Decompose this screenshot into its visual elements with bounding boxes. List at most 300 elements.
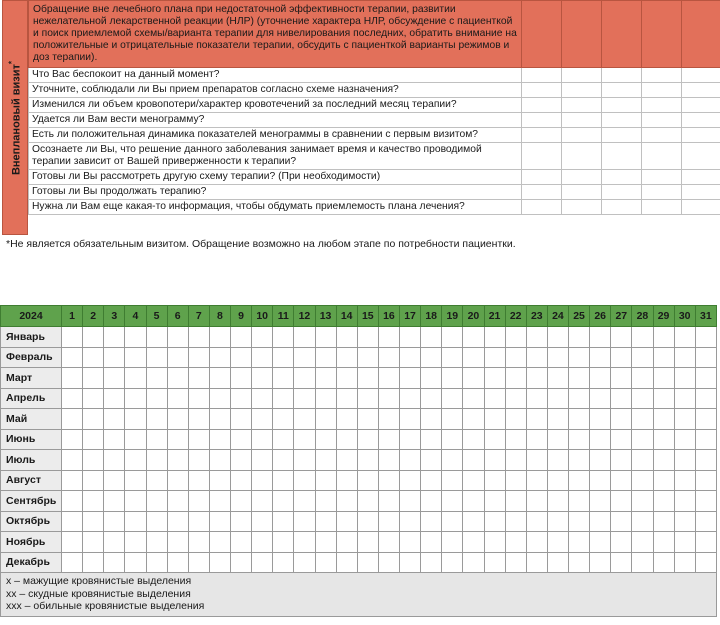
day-cell[interactable]	[484, 368, 505, 389]
answer-cell[interactable]	[602, 143, 642, 170]
day-cell[interactable]	[83, 470, 104, 491]
day-cell[interactable]	[146, 511, 167, 532]
day-cell[interactable]	[632, 470, 653, 491]
day-cell[interactable]	[632, 327, 653, 348]
day-cell[interactable]	[611, 409, 632, 430]
day-cell[interactable]	[125, 429, 146, 450]
day-cell[interactable]	[632, 450, 653, 471]
day-cell[interactable]	[547, 429, 568, 450]
day-cell[interactable]	[653, 491, 674, 512]
answer-cell[interactable]	[682, 1, 720, 68]
day-cell[interactable]	[231, 491, 252, 512]
day-cell[interactable]	[421, 511, 442, 532]
day-cell[interactable]	[442, 368, 463, 389]
day-cell[interactable]	[104, 552, 125, 573]
day-cell[interactable]	[378, 368, 399, 389]
day-cell[interactable]	[632, 491, 653, 512]
answer-cell[interactable]	[562, 1, 602, 68]
day-cell[interactable]	[357, 470, 378, 491]
day-cell[interactable]	[421, 327, 442, 348]
day-cell[interactable]	[357, 552, 378, 573]
day-cell[interactable]	[505, 409, 526, 430]
day-cell[interactable]	[463, 388, 484, 409]
day-cell[interactable]	[188, 327, 209, 348]
day-cell[interactable]	[590, 409, 611, 430]
answer-cell[interactable]	[642, 170, 682, 185]
day-cell[interactable]	[357, 347, 378, 368]
day-cell[interactable]	[526, 368, 547, 389]
day-cell[interactable]	[590, 491, 611, 512]
day-cell[interactable]	[62, 491, 83, 512]
day-cell[interactable]	[421, 450, 442, 471]
day-cell[interactable]	[146, 368, 167, 389]
day-cell[interactable]	[421, 347, 442, 368]
day-cell[interactable]	[526, 552, 547, 573]
day-cell[interactable]	[125, 388, 146, 409]
day-cell[interactable]	[569, 470, 590, 491]
day-cell[interactable]	[231, 511, 252, 532]
day-cell[interactable]	[484, 409, 505, 430]
day-cell[interactable]	[442, 327, 463, 348]
day-cell[interactable]	[231, 532, 252, 553]
day-cell[interactable]	[315, 368, 336, 389]
day-cell[interactable]	[357, 409, 378, 430]
day-cell[interactable]	[547, 347, 568, 368]
day-cell[interactable]	[569, 491, 590, 512]
day-cell[interactable]	[463, 470, 484, 491]
day-cell[interactable]	[252, 347, 273, 368]
day-cell[interactable]	[674, 511, 695, 532]
day-cell[interactable]	[653, 450, 674, 471]
day-cell[interactable]	[463, 450, 484, 471]
day-cell[interactable]	[653, 388, 674, 409]
day-cell[interactable]	[484, 429, 505, 450]
day-cell[interactable]	[526, 450, 547, 471]
day-cell[interactable]	[104, 470, 125, 491]
answer-cell[interactable]	[682, 83, 720, 98]
day-cell[interactable]	[188, 552, 209, 573]
day-cell[interactable]	[484, 532, 505, 553]
day-cell[interactable]	[167, 470, 188, 491]
day-cell[interactable]	[336, 347, 357, 368]
day-cell[interactable]	[231, 552, 252, 573]
day-cell[interactable]	[294, 470, 315, 491]
day-cell[interactable]	[62, 409, 83, 430]
day-cell[interactable]	[569, 552, 590, 573]
answer-cell[interactable]	[642, 68, 682, 83]
day-cell[interactable]	[505, 491, 526, 512]
day-cell[interactable]	[484, 491, 505, 512]
day-cell[interactable]	[611, 552, 632, 573]
answer-cell[interactable]	[522, 98, 562, 113]
day-cell[interactable]	[590, 429, 611, 450]
day-cell[interactable]	[336, 368, 357, 389]
day-cell[interactable]	[695, 388, 716, 409]
answer-cell[interactable]	[642, 128, 682, 143]
day-cell[interactable]	[104, 327, 125, 348]
day-cell[interactable]	[252, 552, 273, 573]
day-cell[interactable]	[252, 450, 273, 471]
day-cell[interactable]	[315, 429, 336, 450]
day-cell[interactable]	[526, 491, 547, 512]
day-cell[interactable]	[421, 470, 442, 491]
day-cell[interactable]	[167, 532, 188, 553]
day-cell[interactable]	[167, 409, 188, 430]
day-cell[interactable]	[104, 388, 125, 409]
answer-cell[interactable]	[562, 98, 602, 113]
day-cell[interactable]	[315, 347, 336, 368]
answer-cell[interactable]	[682, 113, 720, 128]
day-cell[interactable]	[209, 347, 230, 368]
day-cell[interactable]	[695, 327, 716, 348]
day-cell[interactable]	[674, 470, 695, 491]
day-cell[interactable]	[695, 347, 716, 368]
day-cell[interactable]	[125, 450, 146, 471]
day-cell[interactable]	[188, 511, 209, 532]
day-cell[interactable]	[188, 388, 209, 409]
day-cell[interactable]	[611, 327, 632, 348]
day-cell[interactable]	[442, 347, 463, 368]
day-cell[interactable]	[378, 409, 399, 430]
answer-cell[interactable]	[642, 143, 682, 170]
day-cell[interactable]	[273, 429, 294, 450]
day-cell[interactable]	[590, 532, 611, 553]
day-cell[interactable]	[188, 450, 209, 471]
day-cell[interactable]	[62, 552, 83, 573]
day-cell[interactable]	[674, 552, 695, 573]
day-cell[interactable]	[146, 470, 167, 491]
answer-cell[interactable]	[522, 128, 562, 143]
day-cell[interactable]	[611, 491, 632, 512]
day-cell[interactable]	[463, 429, 484, 450]
day-cell[interactable]	[653, 470, 674, 491]
day-cell[interactable]	[273, 450, 294, 471]
day-cell[interactable]	[695, 552, 716, 573]
day-cell[interactable]	[547, 552, 568, 573]
day-cell[interactable]	[695, 368, 716, 389]
day-cell[interactable]	[569, 347, 590, 368]
answer-cell[interactable]	[642, 98, 682, 113]
day-cell[interactable]	[357, 532, 378, 553]
day-cell[interactable]	[209, 532, 230, 553]
answer-cell[interactable]	[602, 68, 642, 83]
day-cell[interactable]	[590, 511, 611, 532]
answer-cell[interactable]	[682, 170, 720, 185]
answer-cell[interactable]	[602, 98, 642, 113]
answer-cell[interactable]	[642, 185, 682, 200]
day-cell[interactable]	[590, 552, 611, 573]
day-cell[interactable]	[357, 368, 378, 389]
day-cell[interactable]	[611, 511, 632, 532]
day-cell[interactable]	[62, 327, 83, 348]
day-cell[interactable]	[442, 429, 463, 450]
day-cell[interactable]	[505, 429, 526, 450]
day-cell[interactable]	[463, 552, 484, 573]
day-cell[interactable]	[400, 552, 421, 573]
day-cell[interactable]	[83, 388, 104, 409]
day-cell[interactable]	[336, 552, 357, 573]
day-cell[interactable]	[188, 409, 209, 430]
day-cell[interactable]	[421, 429, 442, 450]
day-cell[interactable]	[125, 552, 146, 573]
day-cell[interactable]	[209, 368, 230, 389]
answer-cell[interactable]	[682, 128, 720, 143]
day-cell[interactable]	[273, 511, 294, 532]
day-cell[interactable]	[378, 491, 399, 512]
answer-cell[interactable]	[602, 83, 642, 98]
answer-cell[interactable]	[522, 143, 562, 170]
day-cell[interactable]	[526, 409, 547, 430]
day-cell[interactable]	[336, 327, 357, 348]
day-cell[interactable]	[231, 327, 252, 348]
day-cell[interactable]	[632, 511, 653, 532]
day-cell[interactable]	[695, 429, 716, 450]
day-cell[interactable]	[569, 327, 590, 348]
day-cell[interactable]	[632, 429, 653, 450]
answer-cell[interactable]	[602, 185, 642, 200]
day-cell[interactable]	[674, 388, 695, 409]
day-cell[interactable]	[590, 450, 611, 471]
day-cell[interactable]	[357, 429, 378, 450]
day-cell[interactable]	[632, 368, 653, 389]
day-cell[interactable]	[357, 491, 378, 512]
day-cell[interactable]	[104, 368, 125, 389]
day-cell[interactable]	[273, 388, 294, 409]
day-cell[interactable]	[146, 552, 167, 573]
day-cell[interactable]	[611, 388, 632, 409]
day-cell[interactable]	[294, 511, 315, 532]
answer-cell[interactable]	[562, 170, 602, 185]
day-cell[interactable]	[400, 388, 421, 409]
day-cell[interactable]	[357, 327, 378, 348]
day-cell[interactable]	[209, 491, 230, 512]
day-cell[interactable]	[442, 532, 463, 553]
day-cell[interactable]	[125, 470, 146, 491]
day-cell[interactable]	[484, 347, 505, 368]
day-cell[interactable]	[83, 368, 104, 389]
day-cell[interactable]	[273, 532, 294, 553]
day-cell[interactable]	[336, 532, 357, 553]
day-cell[interactable]	[188, 429, 209, 450]
day-cell[interactable]	[526, 470, 547, 491]
day-cell[interactable]	[146, 388, 167, 409]
day-cell[interactable]	[294, 450, 315, 471]
day-cell[interactable]	[167, 552, 188, 573]
day-cell[interactable]	[505, 388, 526, 409]
day-cell[interactable]	[104, 532, 125, 553]
day-cell[interactable]	[547, 368, 568, 389]
day-cell[interactable]	[252, 409, 273, 430]
day-cell[interactable]	[104, 429, 125, 450]
day-cell[interactable]	[632, 409, 653, 430]
day-cell[interactable]	[315, 552, 336, 573]
day-cell[interactable]	[62, 532, 83, 553]
day-cell[interactable]	[505, 532, 526, 553]
day-cell[interactable]	[146, 327, 167, 348]
day-cell[interactable]	[209, 409, 230, 430]
day-cell[interactable]	[632, 388, 653, 409]
day-cell[interactable]	[653, 327, 674, 348]
day-cell[interactable]	[294, 552, 315, 573]
day-cell[interactable]	[653, 532, 674, 553]
day-cell[interactable]	[146, 429, 167, 450]
day-cell[interactable]	[547, 491, 568, 512]
day-cell[interactable]	[400, 327, 421, 348]
answer-cell[interactable]	[602, 128, 642, 143]
day-cell[interactable]	[167, 327, 188, 348]
day-cell[interactable]	[526, 327, 547, 348]
day-cell[interactable]	[252, 327, 273, 348]
day-cell[interactable]	[125, 347, 146, 368]
day-cell[interactable]	[252, 532, 273, 553]
day-cell[interactable]	[336, 450, 357, 471]
day-cell[interactable]	[632, 347, 653, 368]
answer-cell[interactable]	[562, 68, 602, 83]
day-cell[interactable]	[83, 327, 104, 348]
day-cell[interactable]	[83, 511, 104, 532]
day-cell[interactable]	[104, 491, 125, 512]
day-cell[interactable]	[336, 491, 357, 512]
day-cell[interactable]	[83, 347, 104, 368]
day-cell[interactable]	[611, 470, 632, 491]
day-cell[interactable]	[315, 450, 336, 471]
day-cell[interactable]	[378, 552, 399, 573]
day-cell[interactable]	[104, 347, 125, 368]
day-cell[interactable]	[273, 552, 294, 573]
day-cell[interactable]	[209, 450, 230, 471]
day-cell[interactable]	[484, 470, 505, 491]
day-cell[interactable]	[62, 470, 83, 491]
day-cell[interactable]	[400, 532, 421, 553]
day-cell[interactable]	[547, 409, 568, 430]
day-cell[interactable]	[484, 552, 505, 573]
day-cell[interactable]	[273, 347, 294, 368]
day-cell[interactable]	[167, 511, 188, 532]
day-cell[interactable]	[62, 368, 83, 389]
day-cell[interactable]	[526, 532, 547, 553]
day-cell[interactable]	[315, 491, 336, 512]
day-cell[interactable]	[442, 552, 463, 573]
day-cell[interactable]	[125, 511, 146, 532]
day-cell[interactable]	[294, 347, 315, 368]
day-cell[interactable]	[632, 552, 653, 573]
day-cell[interactable]	[357, 450, 378, 471]
day-cell[interactable]	[653, 511, 674, 532]
day-cell[interactable]	[231, 450, 252, 471]
day-cell[interactable]	[104, 450, 125, 471]
day-cell[interactable]	[547, 327, 568, 348]
day-cell[interactable]	[62, 347, 83, 368]
day-cell[interactable]	[442, 409, 463, 430]
answer-cell[interactable]	[682, 68, 720, 83]
answer-cell[interactable]	[522, 83, 562, 98]
day-cell[interactable]	[336, 470, 357, 491]
day-cell[interactable]	[146, 532, 167, 553]
day-cell[interactable]	[188, 470, 209, 491]
day-cell[interactable]	[674, 532, 695, 553]
day-cell[interactable]	[569, 450, 590, 471]
day-cell[interactable]	[209, 511, 230, 532]
day-cell[interactable]	[400, 429, 421, 450]
day-cell[interactable]	[125, 532, 146, 553]
day-cell[interactable]	[378, 327, 399, 348]
day-cell[interactable]	[442, 450, 463, 471]
answer-cell[interactable]	[562, 128, 602, 143]
day-cell[interactable]	[463, 511, 484, 532]
day-cell[interactable]	[400, 368, 421, 389]
day-cell[interactable]	[167, 450, 188, 471]
answer-cell[interactable]	[522, 170, 562, 185]
day-cell[interactable]	[611, 429, 632, 450]
day-cell[interactable]	[167, 429, 188, 450]
day-cell[interactable]	[674, 368, 695, 389]
day-cell[interactable]	[400, 409, 421, 430]
day-cell[interactable]	[421, 552, 442, 573]
day-cell[interactable]	[62, 388, 83, 409]
day-cell[interactable]	[378, 450, 399, 471]
day-cell[interactable]	[463, 532, 484, 553]
day-cell[interactable]	[83, 409, 104, 430]
day-cell[interactable]	[252, 470, 273, 491]
day-cell[interactable]	[294, 327, 315, 348]
answer-cell[interactable]	[642, 1, 682, 68]
day-cell[interactable]	[695, 450, 716, 471]
day-cell[interactable]	[357, 388, 378, 409]
day-cell[interactable]	[505, 450, 526, 471]
day-cell[interactable]	[273, 470, 294, 491]
day-cell[interactable]	[653, 409, 674, 430]
answer-cell[interactable]	[602, 113, 642, 128]
day-cell[interactable]	[547, 532, 568, 553]
day-cell[interactable]	[421, 409, 442, 430]
day-cell[interactable]	[209, 388, 230, 409]
day-cell[interactable]	[62, 511, 83, 532]
day-cell[interactable]	[231, 347, 252, 368]
day-cell[interactable]	[674, 347, 695, 368]
day-cell[interactable]	[83, 491, 104, 512]
day-cell[interactable]	[252, 491, 273, 512]
day-cell[interactable]	[209, 327, 230, 348]
day-cell[interactable]	[146, 409, 167, 430]
day-cell[interactable]	[378, 347, 399, 368]
day-cell[interactable]	[400, 347, 421, 368]
day-cell[interactable]	[463, 409, 484, 430]
day-cell[interactable]	[463, 347, 484, 368]
day-cell[interactable]	[231, 388, 252, 409]
day-cell[interactable]	[590, 388, 611, 409]
day-cell[interactable]	[167, 368, 188, 389]
day-cell[interactable]	[653, 429, 674, 450]
day-cell[interactable]	[505, 470, 526, 491]
day-cell[interactable]	[611, 450, 632, 471]
day-cell[interactable]	[294, 388, 315, 409]
day-cell[interactable]	[294, 532, 315, 553]
day-cell[interactable]	[125, 327, 146, 348]
day-cell[interactable]	[569, 409, 590, 430]
day-cell[interactable]	[378, 511, 399, 532]
day-cell[interactable]	[146, 347, 167, 368]
day-cell[interactable]	[653, 347, 674, 368]
day-cell[interactable]	[569, 532, 590, 553]
day-cell[interactable]	[505, 347, 526, 368]
day-cell[interactable]	[547, 450, 568, 471]
day-cell[interactable]	[484, 450, 505, 471]
day-cell[interactable]	[315, 388, 336, 409]
day-cell[interactable]	[252, 388, 273, 409]
day-cell[interactable]	[378, 388, 399, 409]
day-cell[interactable]	[569, 429, 590, 450]
day-cell[interactable]	[315, 327, 336, 348]
